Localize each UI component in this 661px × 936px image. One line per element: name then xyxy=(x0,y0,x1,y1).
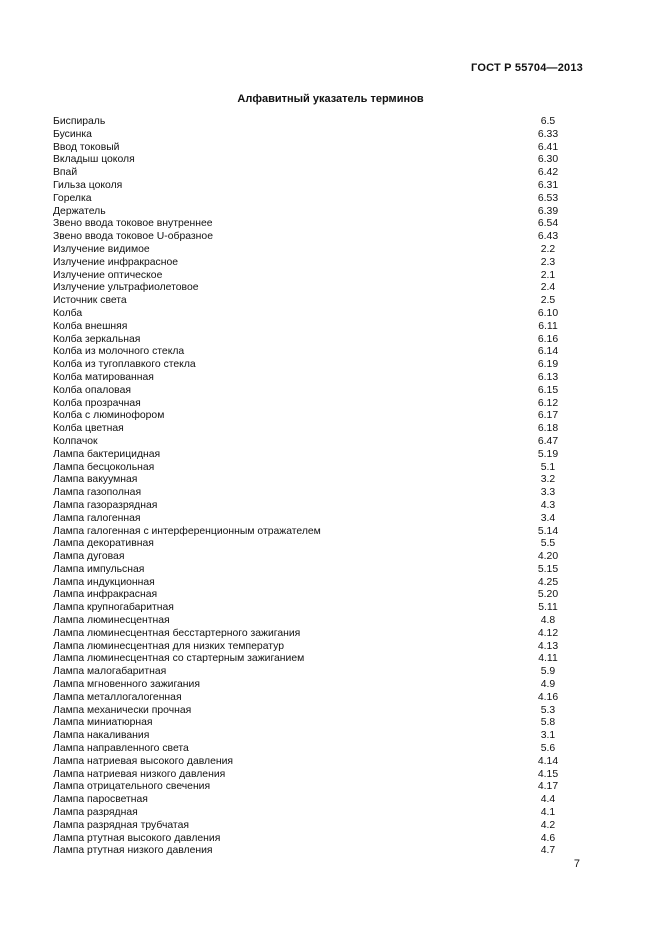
index-entry-reference: 6.14 xyxy=(537,346,559,358)
index-entry-reference: 4.9 xyxy=(540,679,556,691)
index-entry xyxy=(53,781,559,794)
index-entry-reference: 2.1 xyxy=(540,269,556,281)
index-entry xyxy=(53,807,559,820)
index-entry-term: Лампа люминесцентная xyxy=(53,615,170,627)
index-entry-reference: 6.12 xyxy=(537,397,559,409)
page-number: 7 xyxy=(573,858,580,870)
index-entry xyxy=(53,820,559,833)
index-entry-term: Горелка xyxy=(53,192,92,204)
index-entry-reference: 5.11 xyxy=(538,602,558,614)
index-entry xyxy=(53,142,559,155)
index-entry-reference: 5.19 xyxy=(537,448,559,460)
index-entry-reference: 5.14 xyxy=(537,525,559,537)
index-entry xyxy=(53,167,559,180)
index-entry xyxy=(53,794,559,807)
index-entry-reference: 6.18 xyxy=(537,423,559,435)
index-entry-reference: 6.41 xyxy=(537,141,559,153)
index-entry-reference: 6.16 xyxy=(537,333,559,345)
index-entry-term: Излучение ультрафиолетовое xyxy=(53,282,199,294)
index-entry-term: Лампа крупногабаритная xyxy=(53,602,174,614)
index-entry xyxy=(53,423,559,436)
index-entry-reference: 4.15 xyxy=(537,768,559,780)
index-entry-reference: 2.3 xyxy=(540,256,556,268)
index-entry-term: Лампа инфракрасная xyxy=(53,589,158,601)
index-entry-term: Колба цветная xyxy=(53,423,124,435)
index-entry-term: Колба xyxy=(53,307,83,319)
index-entry-reference: 6.39 xyxy=(537,205,559,217)
index-entry-term: Колба опаловая xyxy=(53,384,131,396)
index-entry-reference: 4.11 xyxy=(538,653,558,665)
index-entry-term: Лампа люминесцентная со стартерным зажиганием xyxy=(53,653,305,665)
index-entry-term: Излучение видимое xyxy=(53,243,150,255)
index-entry xyxy=(53,193,559,206)
index-entry-reference: 4.17 xyxy=(537,781,559,793)
index-entry xyxy=(53,500,559,513)
index-entry-reference: 3.3 xyxy=(540,487,556,499)
index-entry-term: Колба зеркальная xyxy=(53,333,141,345)
index-entry-reference: 6.13 xyxy=(537,371,559,383)
index-entry xyxy=(53,257,559,270)
index-entry xyxy=(53,346,559,359)
index-entry xyxy=(53,334,559,347)
index-entry-reference: 4.13 xyxy=(537,640,559,652)
index-entry-reference: 3.1 xyxy=(540,730,556,742)
index-entry-reference: 5.9 xyxy=(540,666,556,678)
index-entry xyxy=(53,385,559,398)
index-entry-reference: 2.5 xyxy=(540,295,556,307)
index-entry xyxy=(53,270,559,283)
index-entry-term: Колба внешняя xyxy=(53,320,128,332)
index-entry-reference: 3.2 xyxy=(540,474,556,486)
index-entry-reference: 6.15 xyxy=(537,384,559,396)
index-entry-term: Лампа импульсная xyxy=(53,563,145,575)
index-entry-term: Лампа накаливания xyxy=(53,730,150,742)
index-entry-reference: 6.30 xyxy=(537,154,559,166)
index-title: Алфавитный указатель терминов xyxy=(237,93,424,105)
index-entry xyxy=(53,513,559,526)
index-entry-reference: 4.16 xyxy=(537,691,559,703)
index-entry-reference: 6.11 xyxy=(538,320,558,332)
index-entry xyxy=(53,679,559,692)
index-entry-reference: 3.4 xyxy=(540,512,556,524)
index-entry-term: Колба из молочного стекла xyxy=(53,346,185,358)
index-entry-reference: 6.10 xyxy=(537,307,559,319)
index-entry-reference: 6.17 xyxy=(537,410,559,422)
index-entry-term: Лампа декоративная xyxy=(53,538,154,550)
index-entry xyxy=(53,244,559,257)
index-entry-term: Лампа ртутная низкого давления xyxy=(53,845,213,857)
index-entry xyxy=(53,372,559,385)
index-entry-term: Лампа металлогалогенная xyxy=(53,691,182,703)
index-entry-term: Лампа отрицательного свечения xyxy=(53,781,211,793)
index-entry-term: Лампа разрядная xyxy=(53,807,138,819)
index-entry-reference: 4.7 xyxy=(540,845,556,857)
index-entry-reference: 4.6 xyxy=(540,832,556,844)
index-entry xyxy=(53,282,559,295)
index-entry-term: Лампа механически прочная xyxy=(53,704,192,716)
index-entry-reference: 4.14 xyxy=(537,755,559,767)
index-entry-term: Колпачок xyxy=(53,435,98,447)
index-entry-reference: 6.31 xyxy=(537,179,559,191)
index-entry xyxy=(53,705,559,718)
index-entry xyxy=(53,206,559,219)
index-entry xyxy=(53,833,559,846)
index-entry xyxy=(53,551,559,564)
index-entry-term: Лампа дуговая xyxy=(53,551,125,563)
index-entry-term: Лампа мгновенного зажигания xyxy=(53,679,200,691)
index-entry-term: Лампа направленного света xyxy=(53,743,189,755)
index-entry-term: Лампа газоразрядная xyxy=(53,499,158,511)
index-entry-reference: 4.3 xyxy=(540,499,556,511)
index-entry xyxy=(53,577,559,590)
index-entry xyxy=(53,410,559,423)
index-entry-term: Источник света xyxy=(53,295,127,307)
index-entry xyxy=(53,218,559,231)
index-entry xyxy=(53,462,559,475)
index-entry-term: Звено ввода токовое U-образное xyxy=(53,231,213,243)
index-entry-term: Лампа бактерицидная xyxy=(53,448,161,460)
index-entry-term: Впай xyxy=(53,167,78,179)
index-entry-term: Лампа ртутная высокого давления xyxy=(53,832,221,844)
index-entry-reference: 6.43 xyxy=(537,231,559,243)
index-entry-term: Вкладыш цоколя xyxy=(53,154,135,166)
index-entry-reference: 4.12 xyxy=(537,627,559,639)
index-entry-term: Ввод токовый xyxy=(53,141,120,153)
index-entry-term: Лампа бесцокольная xyxy=(53,461,155,473)
index-entry-reference: 5.6 xyxy=(540,743,556,755)
index-entry-term: Лампа натриевая низкого давления xyxy=(53,768,226,780)
index-entry-reference: 4.20 xyxy=(537,551,559,563)
index-entry-term: Лампа галогенная с интерференционным отражателем xyxy=(53,525,321,537)
index-entry-reference: 2.2 xyxy=(540,243,556,255)
index-entry xyxy=(53,589,559,602)
index-entry-reference: 5.1 xyxy=(540,461,556,473)
index-entry xyxy=(53,538,559,551)
index-entry-term: Лампа паросветная xyxy=(53,794,148,806)
index-entry-term: Звено ввода токовое внутреннее xyxy=(53,218,213,230)
index-entry-term: Биспираль xyxy=(53,116,106,127)
index-entry-reference: 4.8 xyxy=(540,615,556,627)
index-entry-term: Колба с люминофором xyxy=(53,410,165,422)
index-entry xyxy=(53,615,559,628)
index-entry xyxy=(53,359,559,372)
index-entry xyxy=(53,743,559,756)
index-entry-term: Лампа вакуумная xyxy=(53,474,138,486)
index-entry-term: Колба прозрачная xyxy=(53,397,141,409)
index-entry xyxy=(53,308,559,321)
document-code: ГОСТ Р 55704—2013 xyxy=(471,62,583,74)
index-entry xyxy=(53,180,559,193)
index-entry xyxy=(53,154,559,167)
index-entry xyxy=(53,845,559,858)
index-entry-term: Бусинка xyxy=(53,128,92,140)
index-entry xyxy=(53,756,559,769)
index-entry-term: Лампа люминесцентная для низких температур xyxy=(53,640,284,652)
index-entry-term: Держатель xyxy=(53,205,106,217)
index-entry-term: Лампа миниатюрная xyxy=(53,717,153,729)
index-entry-term: Лампа газополная xyxy=(53,487,142,499)
index-entry xyxy=(53,129,559,142)
index-entry-term: Лампа натриевая высокого давления xyxy=(53,755,234,767)
index-entry xyxy=(53,526,559,539)
index-entry xyxy=(53,487,559,500)
index-entry-reference: 6.47 xyxy=(537,435,559,447)
index-entry xyxy=(53,769,559,782)
index-entry xyxy=(53,116,559,129)
index-entry-term: Лампа разрядная трубчатая xyxy=(53,819,189,831)
index-entry-term: Лампа малогабаритная xyxy=(53,666,167,678)
index-entry xyxy=(53,602,559,615)
index-entry-reference: 5.8 xyxy=(540,717,556,729)
term-index-list xyxy=(53,116,559,858)
index-entry-reference: 4.2 xyxy=(540,819,556,831)
index-entry-reference: 6.54 xyxy=(537,218,559,230)
index-entry xyxy=(53,321,559,334)
index-entry xyxy=(53,628,559,641)
index-entry-reference: 5.5 xyxy=(540,538,556,550)
index-entry-reference: 6.19 xyxy=(537,359,559,371)
index-entry xyxy=(53,398,559,411)
index-entry xyxy=(53,717,559,730)
index-entry-term: Лампа люминесцентная бесстартерного зажигания xyxy=(53,627,301,639)
index-entry-reference: 6.53 xyxy=(537,192,559,204)
index-entry-reference: 5.3 xyxy=(540,704,556,716)
index-entry-reference: 5.15 xyxy=(537,563,559,575)
index-entry-term: Колба из тугоплавкого стекла xyxy=(53,359,196,371)
index-entry-term: Лампа галогенная xyxy=(53,512,141,524)
index-entry xyxy=(53,231,559,244)
index-entry-term: Излучение инфракрасное xyxy=(53,256,179,268)
index-entry-reference: 6.5 xyxy=(540,116,556,127)
index-entry xyxy=(53,666,559,679)
index-entry xyxy=(53,436,559,449)
index-entry xyxy=(53,295,559,308)
index-entry-term: Гильза цоколя xyxy=(53,179,123,191)
index-entry-term: Колба матированная xyxy=(53,371,154,383)
index-entry xyxy=(53,474,559,487)
index-entry xyxy=(53,564,559,577)
index-entry-reference: 4.1 xyxy=(540,807,556,819)
index-entry-reference: 4.4 xyxy=(540,794,556,806)
index-entry xyxy=(53,641,559,654)
index-entry xyxy=(53,653,559,666)
index-entry-reference: 6.42 xyxy=(537,167,559,179)
index-entry-reference: 4.25 xyxy=(537,576,559,588)
index-entry-reference: 6.33 xyxy=(537,128,559,140)
index-entry-term: Излучение оптическое xyxy=(53,269,163,281)
index-entry xyxy=(53,730,559,743)
index-entry xyxy=(53,692,559,705)
index-entry-reference: 2.4 xyxy=(540,282,556,294)
index-entry xyxy=(53,449,559,462)
index-entry-term: Лампа индукционная xyxy=(53,576,155,588)
index-entry-reference: 5.20 xyxy=(537,589,559,601)
